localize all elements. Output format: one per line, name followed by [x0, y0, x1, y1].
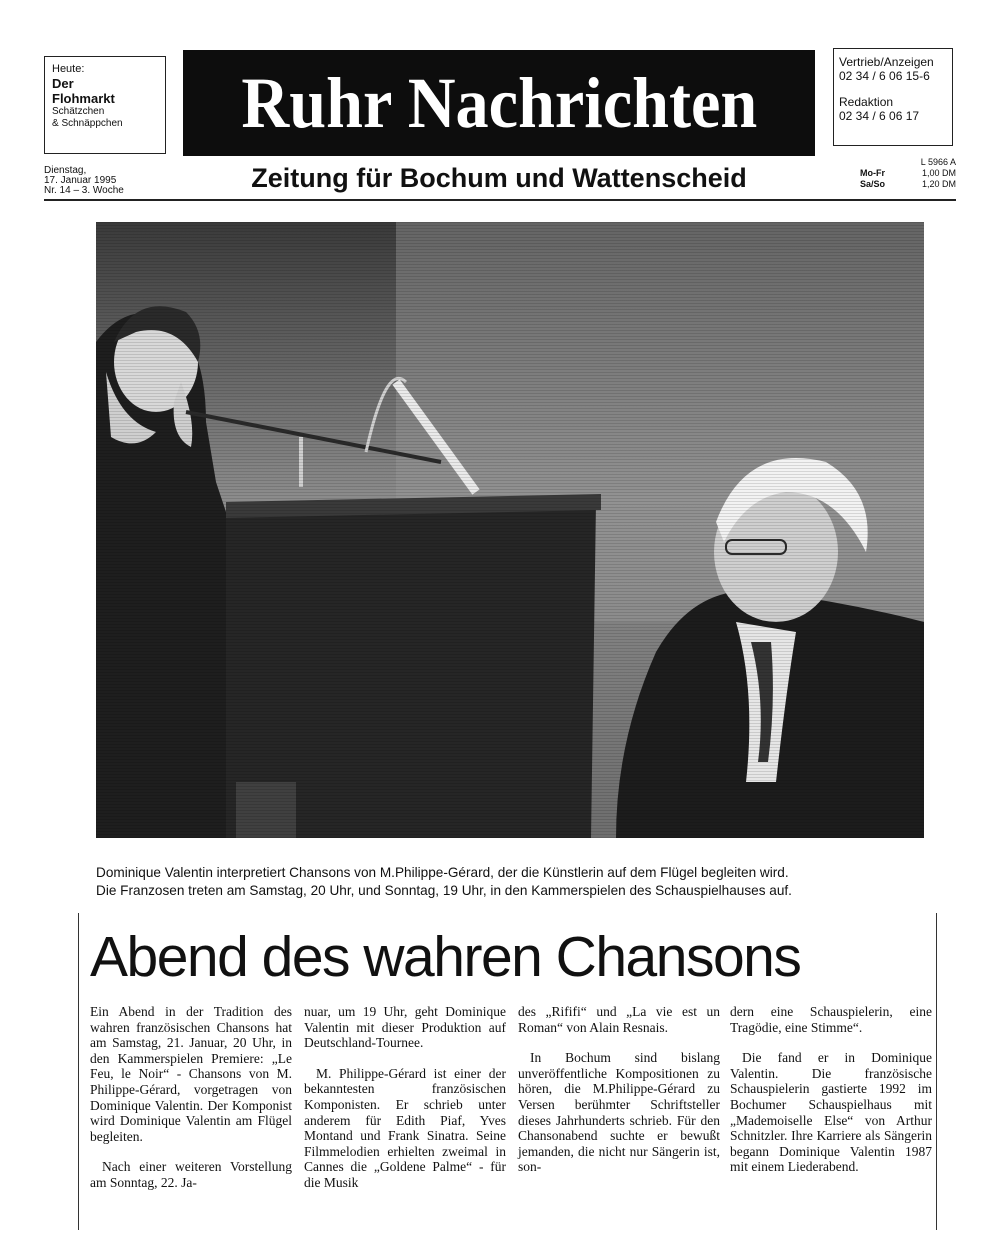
- article-paragraph: Nach einer weiteren Vorstellung am Sonntag, 22. Ja-: [90, 1159, 292, 1190]
- article-paragraph: Die fand er in Dominique Valentin. Die französische Schauspielerin gastierte 1992 im Bochumer Schauspielhaus mit „Mademoiselle Else“ von Arthur Schnitzler. Ihre Karriere als Sängerin begann Dominique Valentin 1987 mit einem Liederabend.: [730, 1050, 932, 1175]
- article-body: [90, 1004, 932, 1224]
- contact-sales-phone: 02 34 / 6 06 15-6: [839, 69, 930, 83]
- teaser-title-line-1: Der: [52, 76, 74, 91]
- masthead-title: Ruhr Nachrichten: [241, 62, 757, 143]
- article-frame-left: [78, 913, 79, 1230]
- teaser-label: Heute:: [52, 63, 85, 75]
- teaser-subtitle-line-1: Schätzchen: [52, 106, 105, 117]
- article-paragraph: des „Rififi“ und „La vie est un Roman“ von Alain Resnais.: [518, 1004, 720, 1035]
- article-paragraph: M. Philippe-Gérard ist einer der bekanntesten französischen Komponisten. Er schrieb unter anderem für Edith Piaf, Yves Montand und Frank Sinatra. Seine Filmmelodien erhielten zweimal in Cannes die „Goldene Palme“ - für die Musik: [304, 1065, 506, 1190]
- article-frame-right: [936, 913, 937, 1230]
- contact-editorial-phone: 02 34 / 6 06 17: [839, 109, 920, 123]
- article-paragraph: nuar, um 19 Uhr, geht Dominique Valentin mit dieser Produktion auf Deutschland-Tournee.: [304, 1004, 506, 1051]
- article-column-4: [730, 1004, 932, 1175]
- contact-box: [833, 48, 953, 146]
- photo-caption-line-1: Dominique Valentin interpretiert Chansons von M.Philippe-Gérard, der die Künstlerin auf dem Flügel begleiten wird.: [96, 865, 789, 880]
- newspaper-masthead: [183, 50, 815, 156]
- article-column-3: [518, 1004, 720, 1175]
- price-weekday-value: 1,00 DM: [921, 168, 956, 178]
- header-rule: [44, 199, 956, 201]
- issue-dateline: [44, 166, 174, 196]
- contact-sales-label: Vertrieb/Anzeigen: [839, 55, 934, 69]
- teaser-title-line-2: Flohmarkt: [52, 91, 115, 106]
- dateline-issue-number: Nr. 14 – 3. Woche: [44, 185, 124, 196]
- price-weekend-label: Sa/So: [860, 179, 886, 189]
- article-paragraph: Ein Abend in der Tradition des wahren französischen Chansons hat am Samstag, 21. Januar, 20 Uhr, in den Kammerspielen Premiere: „Le Feu, le Noir“ - Chansons von M. Philippe-Gérard, vorgetragen von Dominique Valentin. Der Komponist wird Dominique Valentin am Flügel begleiten.: [90, 1004, 292, 1144]
- photo-caption: [96, 864, 924, 900]
- article-paragraph: In Bochum sind bislang unveröffentliche Kompositionen zu hören, die M.Philippe-Gérard zu Versen berühmter Schriftsteller dieses Jahrhunderts schrieb. Für den Chansonabend suchte er bewußt jemanden, die nicht nur Sängerin ist, son-: [518, 1050, 720, 1175]
- feature-teaser-box[interactable]: [44, 56, 166, 154]
- price-weekday-label: Mo-Fr: [860, 168, 885, 178]
- dateline-date: 17. Januar 1995: [44, 175, 117, 186]
- article-headline: Abend des wahren Chansons: [90, 925, 801, 989]
- teaser-subtitle-line-2: & Schnäppchen: [52, 118, 123, 129]
- price-box: [860, 157, 956, 190]
- price-weekend-value: 1,20 DM: [921, 179, 956, 189]
- article-column-1: [90, 1004, 292, 1191]
- article-photo: [96, 222, 924, 838]
- dateline-weekday: Dienstag,: [44, 165, 87, 176]
- contact-editorial-label: Redaktion: [839, 95, 894, 109]
- newspaper-subtitle: Zeitung für Bochum und Wattenscheid: [251, 163, 747, 193]
- photo-caption-line-2: Die Franzosen treten am Samstag, 20 Uhr, und Sonntag, 19 Uhr, in den Kammerspielen des Schauspielhauses auf.: [96, 883, 792, 898]
- price-code: L 5966 A: [920, 157, 956, 167]
- article-paragraph: dern eine Schauspielerin, eine Tragödie, eine Stimme“.: [730, 1004, 932, 1035]
- article-column-2: [304, 1004, 506, 1191]
